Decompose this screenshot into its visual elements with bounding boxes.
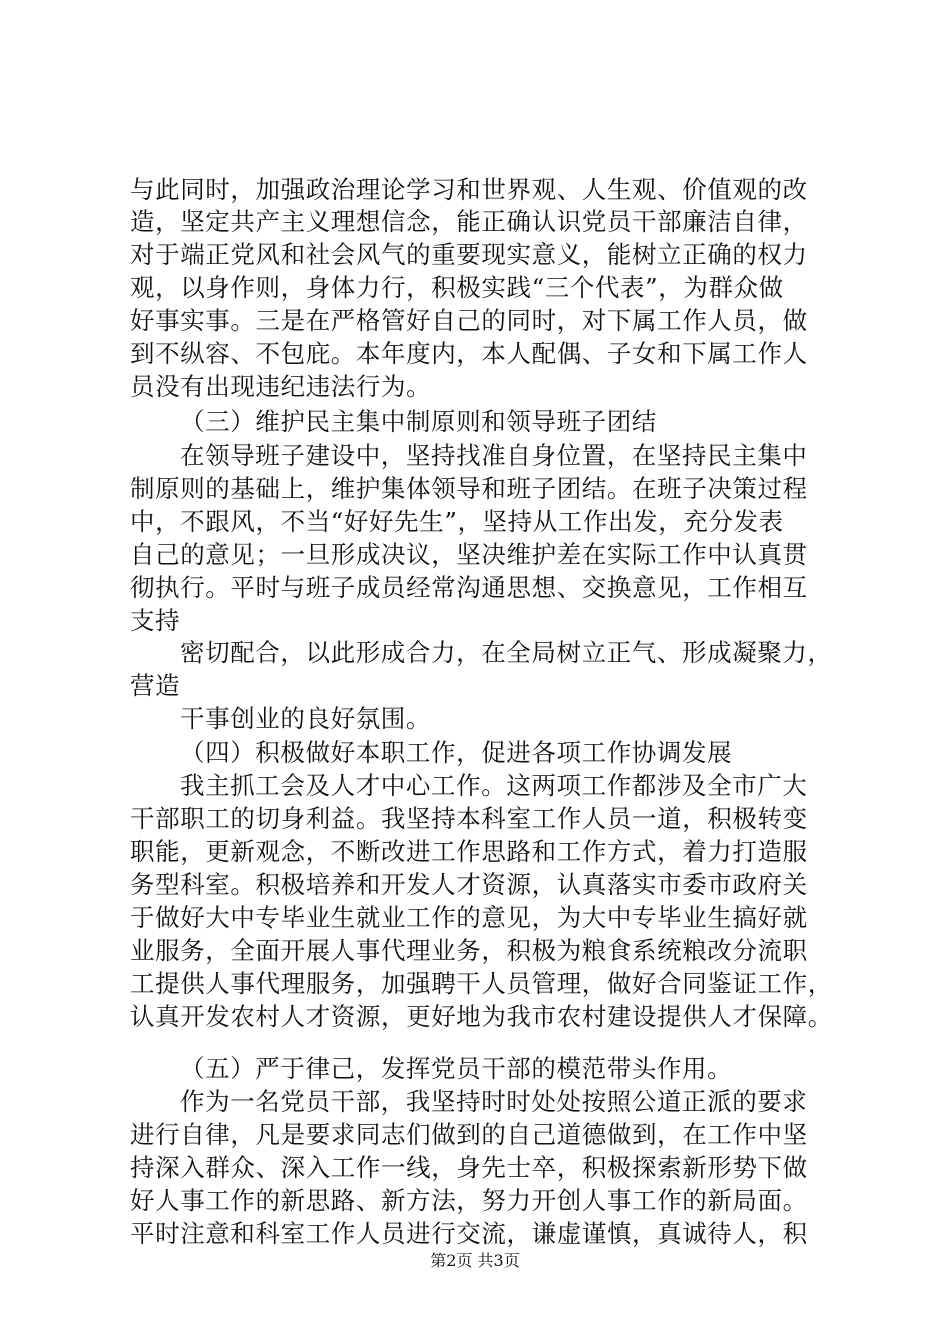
text-line: 职能，更新观念，不断改进工作思路和工作方式，着力打造服 [130,837,808,866]
text-line: 于做好大中专毕业生就业工作的意见，为大中专毕业生搞好就 [130,903,808,932]
text-line: 认真开发农村人才资源，更好地为我市农村建设提供人才保障。 [130,1002,833,1031]
section-heading-3: （三）维护民主集中制原则和领导班子团结 [180,407,657,436]
text-line: 进行自律，凡是要求同志们做到的自己道德做到，在工作中坚 [130,1120,808,1149]
text-line: 营造 [130,671,181,700]
section-heading-4: （四）积极做好本职工作，促进各项工作协调发展 [180,738,733,767]
text-line: 干事创业的良好氛围。 [180,704,431,733]
text-line: 到不纵容、不包庇。本年度内，本人配偶、子女和下属工作人 [130,339,808,368]
text-line: 作为一名党员干部，我坚持时时处处按照公道正派的要求 [180,1087,808,1116]
text-line: 工提供人事代理服务，加强聘干人员管理，做好合同鉴证工作， [130,969,833,998]
section-heading-5: （五）严于律己，发挥党员干部的模范带头作用。 [180,1054,733,1083]
text-line: 观，以身作则，身体力行，积极实践“三个代表”，为群众做 [130,273,784,302]
text-line: 自己的意见；一旦形成决议，坚决维护差在实际工作中认真贯 [130,540,808,569]
page-footer: 第2页 共3页 [430,1251,520,1270]
text-line: 平时注意和科室工作人员进行交流，谦虚谨慎，真诚待人，积 [130,1219,808,1248]
text-line: 与此同时，加强政治理论学习和世界观、人生观、价值观的改 [130,175,808,204]
text-line: 对于端正党风和社会风气的重要现实意义，能树立正确的权力 [130,240,808,269]
text-line: 好人事工作的新思路、新方法，努力开创人事工作的新局面。 [130,1186,808,1215]
text-line: 持深入群众、深入工作一线，身先士卒，积极探索新形势下做 [130,1153,808,1182]
text-line: 造，坚定共产主义理想信念，能正确认识党员干部廉洁自律， [130,207,808,236]
text-line: 支持 [130,606,181,635]
text-line: 中，不跟风，不当“好好先生”，坚持从工作出发，充分发表 [130,507,784,536]
text-line: 在领导班子建设中，坚持找准自身位置，在坚持民主集中 [180,441,808,470]
text-line: 好事实事。三是在严格管好自己的同时，对下属工作人员，做 [130,306,808,335]
text-line: 彻执行。平时与班子成员经常沟通思想、交换意见，工作相互 [130,573,808,602]
text-line: 员没有出现违纪违法行为。 [130,372,432,401]
text-line: 制原则的基础上，维护集体领导和班子团结。在班子决策过程 [130,474,808,503]
text-line: 干部职工的切身利益。我坚持本科室工作人员一道，积极转变 [130,804,808,833]
text-line: 业服务，全面开展人事代理业务，积极为粮食系统粮改分流职 [130,936,808,965]
text-line: 密切配合，以此形成合力，在全局树立正气、形成凝聚力， [180,638,833,667]
text-line: 我主抓工会及人才中心工作。这两项工作都涉及全市广大 [180,771,808,800]
text-line: 务型科室。积极培养和开发人才资源，认真落实市委市政府关 [130,870,808,899]
